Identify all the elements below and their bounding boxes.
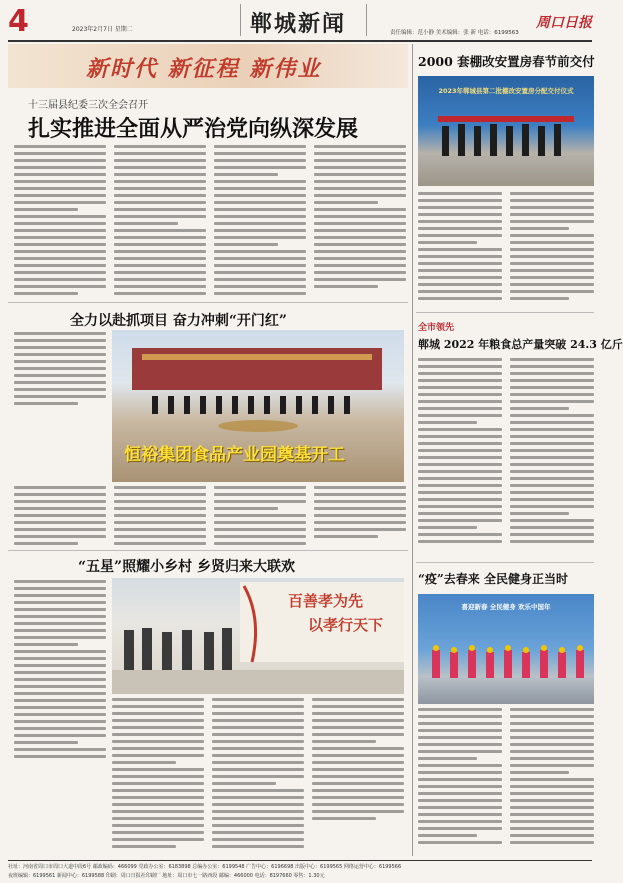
text-column xyxy=(114,145,206,295)
banner-slogan: 新时代 新征程 新伟业 xyxy=(86,56,322,82)
brand-logo: 周口日报 xyxy=(536,15,592,31)
footer-rule xyxy=(8,860,592,861)
text-column xyxy=(314,145,406,295)
dancers-scene xyxy=(418,594,594,704)
article1-headline: 扎实推进全面从严治党向纵深发展 xyxy=(28,116,359,142)
footer-line-1: 社址：河南省周口市周口大道中段6号 邮政编码：466099 党政办公室：6183898 总编办公室：6199548 广告中心：6196698 出版中心：6199565 网络运营中心：6199566 xyxy=(8,864,402,870)
right-bottom-body xyxy=(418,708,594,856)
date-line: 2023年2月7日 星期二 xyxy=(72,26,133,33)
article3-left-text xyxy=(14,580,106,760)
right-mid-headline: 郸城 2022 年粮食总产量突破 24.3 亿斤 xyxy=(418,338,623,351)
photo-slogan-1: 百善孝为先 xyxy=(288,592,364,610)
article3-headline: “五星”照耀小乡村 乡贤归来大联欢 xyxy=(78,559,295,575)
divider xyxy=(8,550,408,551)
editor-line: 责任编辑：范小静 美术编辑：张 新 电话：6199563 xyxy=(390,30,519,36)
right-top-photo xyxy=(418,76,594,186)
text-column xyxy=(214,145,306,295)
divider xyxy=(416,562,594,563)
article2-left-text xyxy=(14,332,106,412)
article1-kicker: 十三届县纪委三次全会召开 xyxy=(28,100,148,111)
right-top-headline: 2000 套棚改安置房春节前交付 xyxy=(418,54,595,69)
ceremony-crowd xyxy=(418,76,594,186)
article2-photo xyxy=(112,330,404,482)
section-title: 郸城新闻 xyxy=(250,11,347,37)
right-bottom-photo xyxy=(418,594,594,704)
right-mid-body xyxy=(418,358,594,558)
banner xyxy=(8,44,408,88)
column-divider xyxy=(412,44,413,856)
masthead-divider xyxy=(366,4,367,36)
right-bottom-headline: “疫”去春来 全民健身正当时 xyxy=(418,572,568,586)
page-number: 4 xyxy=(8,4,29,39)
divider xyxy=(8,302,408,303)
article1-body xyxy=(14,145,408,300)
masthead-divider xyxy=(240,4,241,36)
article2-body xyxy=(14,486,408,548)
banner-text: 喜迎新春 全民健身 欢乐中国年 xyxy=(461,603,551,611)
article2-headline: 全力以赴抓项目 奋力冲刺“开门红” xyxy=(70,313,287,329)
masthead xyxy=(0,0,600,42)
photo-sign: 恒裕集团食品产业园奠基开工 xyxy=(124,445,345,465)
text-column xyxy=(14,145,106,295)
photo-slogan-2: 以孝行天下 xyxy=(308,616,384,634)
right-mid-kicker: 全市领先 xyxy=(418,323,455,333)
footer-line-2: 夜班编辑：6199561 新闻中心：6199588 印刷：周口日报社印刷厂 地址：周口市七一路西段 邮编：466000 电话：8197660 零售：1.30元 xyxy=(8,873,325,879)
article3-body xyxy=(112,698,408,856)
article3-photo xyxy=(112,578,404,694)
divider xyxy=(416,312,594,313)
masthead-rule xyxy=(8,40,592,42)
screen-title: 2023年郸城县第二批棚改安置房分配交付仪式 xyxy=(438,87,574,95)
right-top-body xyxy=(418,192,594,310)
